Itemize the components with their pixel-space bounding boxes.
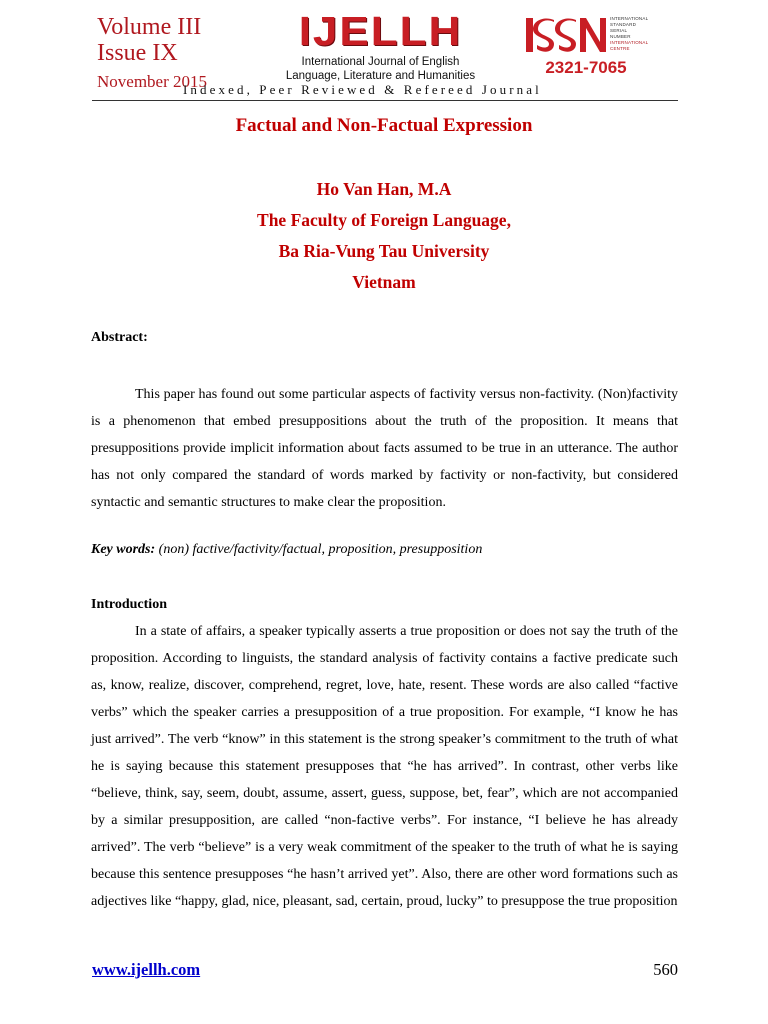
author-country: Vietnam — [352, 272, 416, 292]
journal-full-name — [278, 56, 483, 84]
journal-website-link[interactable]: www.ijellh.com — [92, 960, 201, 979]
journal-header — [0, 0, 768, 104]
issn-logo-icon — [524, 14, 608, 56]
logo-text: IJELLH — [298, 9, 463, 55]
keywords-label: Key words: — [91, 542, 156, 557]
abstract-paragraph — [91, 381, 678, 516]
journal-logo — [278, 10, 483, 84]
issue-date: November 2015 — [97, 71, 208, 91]
issn-side-line: SERIAL — [610, 28, 628, 34]
introduction-paragraph — [91, 618, 678, 915]
keywords-line — [91, 542, 482, 558]
abstract-text: This paper has found out some particular aspects of factivity versus non-factivity. (Non)factivity is a phenomenon that embed presuppositions about the truth of the proposition. It means that presuppositions provide implicit information about facts assumed to be true in an utterance. The author has not only compared the standard of words marked by factivity or non-factivity, but considered syntactic and semantic structures to make clear the proposition. — [91, 387, 678, 510]
abstract-heading: Abstract: — [91, 330, 148, 345]
issn-side-line: NUMBER — [610, 34, 631, 40]
issue-label: Issue IX — [97, 40, 178, 67]
issn-side-line: INTERNATIONAL CENTRE — [610, 40, 649, 52]
keywords-text: (non) factive/factivity/factual, proposition, presupposition — [155, 542, 483, 557]
journal-name-line1: International Journal of English — [301, 56, 460, 68]
introduction-heading: Introduction — [91, 597, 167, 612]
introduction-text: In a state of affairs, a speaker typically asserts a true proposition or does not say the truth of the proposition. According to linguists, the standard analysis of factivity contains a factive predicate such as, know, realize, discover, comprehend, regret, love, hate, resent. These words are also called “factive verbs” which the speaker carries a presupposition of a true proposition. For example, “I know he has just arrived”. The verb “know” in this statement is the strong speaker’s commitment to the truth of what he is saying because this statement presupposes that “he has arrived”. In contrast, other verbs like “believe, think, say, seem, doubt, assume, assert, guess, suppose, bet, fear”, which are not accompanied by a similar presupposition, are called “non-factive verbs”. For instance, “I believe he has already arrived”. The verb “believe” is a very weak commitment of the speaker to the truth of what he is saying because this sentence presupposes “he hasn’t arrived yet”. Also, there are other word formations such as adjectives like “happy, glad, nice, pleasant, sad, certain, proud, lucky” to presuppose the true proposition — [91, 624, 678, 909]
journal-tagline: Indexed, Peer Reviewed & Refereed Journal — [183, 82, 542, 97]
affiliation-line2: Ba Ria-Vung Tau University — [278, 241, 490, 261]
issn-side-line: STANDARD — [610, 22, 637, 28]
page-number: 560 — [653, 960, 678, 979]
author-block — [0, 174, 768, 298]
issue-info — [97, 14, 209, 91]
issn-side-line: INTERNATIONAL — [610, 16, 649, 21]
issn-side-text — [610, 16, 664, 52]
author-name: Ho Van Han, M.A — [316, 179, 452, 199]
header-divider — [92, 100, 678, 101]
journal-name-line2: Language, Literature and Humanities — [285, 69, 476, 82]
issn-number: 2321-7065 — [545, 58, 627, 77]
article-title: Factual and Non-Factual Expression — [235, 115, 533, 136]
volume-label: Volume III — [97, 14, 202, 40]
affiliation-line1: The Faculty of Foreign Language, — [257, 210, 511, 230]
